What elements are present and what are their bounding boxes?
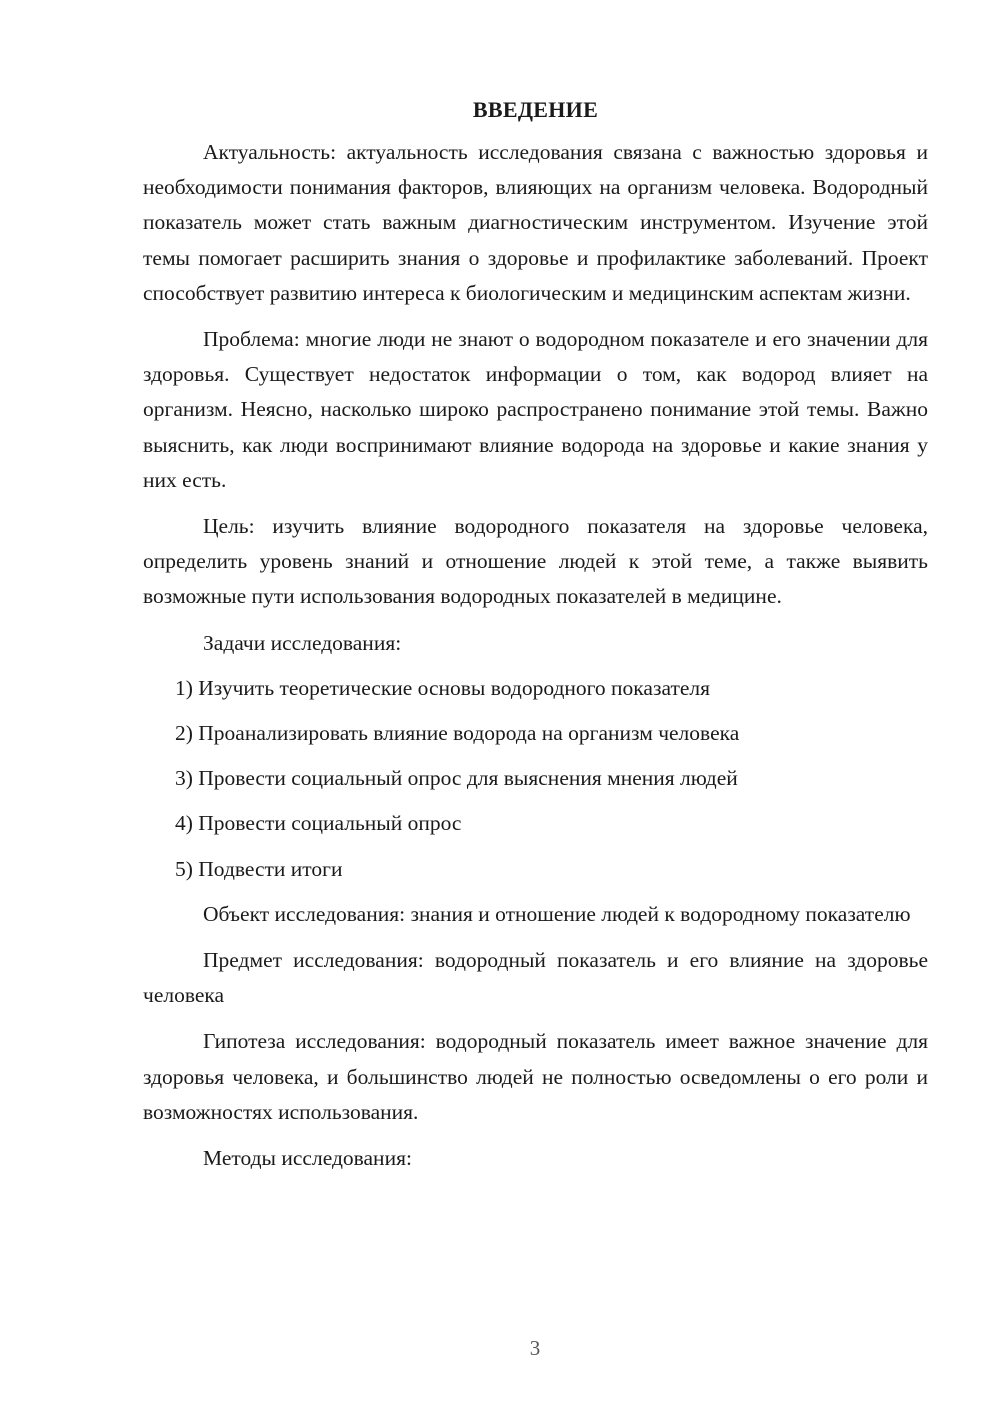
section-title: ВВЕДЕНИЕ — [472, 97, 599, 122]
page-content — [143, 95, 928, 1186]
paragraph-goal: Цель: изучить влияние водородного показателя на здоровье человека, определить уровень знаний и отношение людей к этой теме, а также выявить возможные пути использования водородных показателей в медицине. — [143, 514, 928, 609]
paragraph-subject: Предмет исследования: водородный показатель и его влияние на здоровье человека — [143, 948, 928, 1008]
paragraph-object: Объект исследования: знания и отношение людей к водородному показателю — [203, 901, 911, 926]
task-item-3: 3) Провести социальный опрос для выяснения мнения людей — [175, 766, 738, 791]
task-item-2: 2) Проанализировать влияние водорода на организм человека — [175, 721, 740, 746]
methods-heading: Методы исследования: — [203, 1146, 412, 1171]
task-item-4: 4) Провести социальный опрос — [175, 811, 462, 836]
task-item-5: 5) Подвести итоги — [175, 856, 343, 881]
page-number: 3 — [529, 1336, 541, 1360]
tasks-list — [143, 671, 928, 887]
paragraph-hypothesis: Гипотеза исследования: водородный показатель имеет важное значение для здоровья человека, и большинство людей не полностью осведомлены о его роли и возможностях использования. — [143, 1029, 928, 1124]
paragraph-relevance: Актуальность: актуальность исследования связана с важностью здоровья и необходимости понимания факторов, влияющих на организм человека. Водородный показатель может стать важным диагностическим инструментом. Изучение этой темы помогает расширить знания о здоровье и профилактике заболеваний. Проект способствует развитию интереса к биологическим и медицинским аспектам жизни. — [143, 140, 928, 305]
tasks-heading: Задачи исследования: — [203, 630, 402, 655]
task-item-1: 1) Изучить теоретические основы водородного показателя — [175, 675, 711, 700]
paragraph-problem: Проблема: многие люди не знают о водородном показателе и его значении для здоровья. Существует недостаток информации о том, как водород влияет на организм. Неясно, насколько широко распространено понимание этой темы. Важно выяснить, как люди воспринимают влияние водорода на здоровье и какие знания у них есть. — [143, 327, 928, 492]
